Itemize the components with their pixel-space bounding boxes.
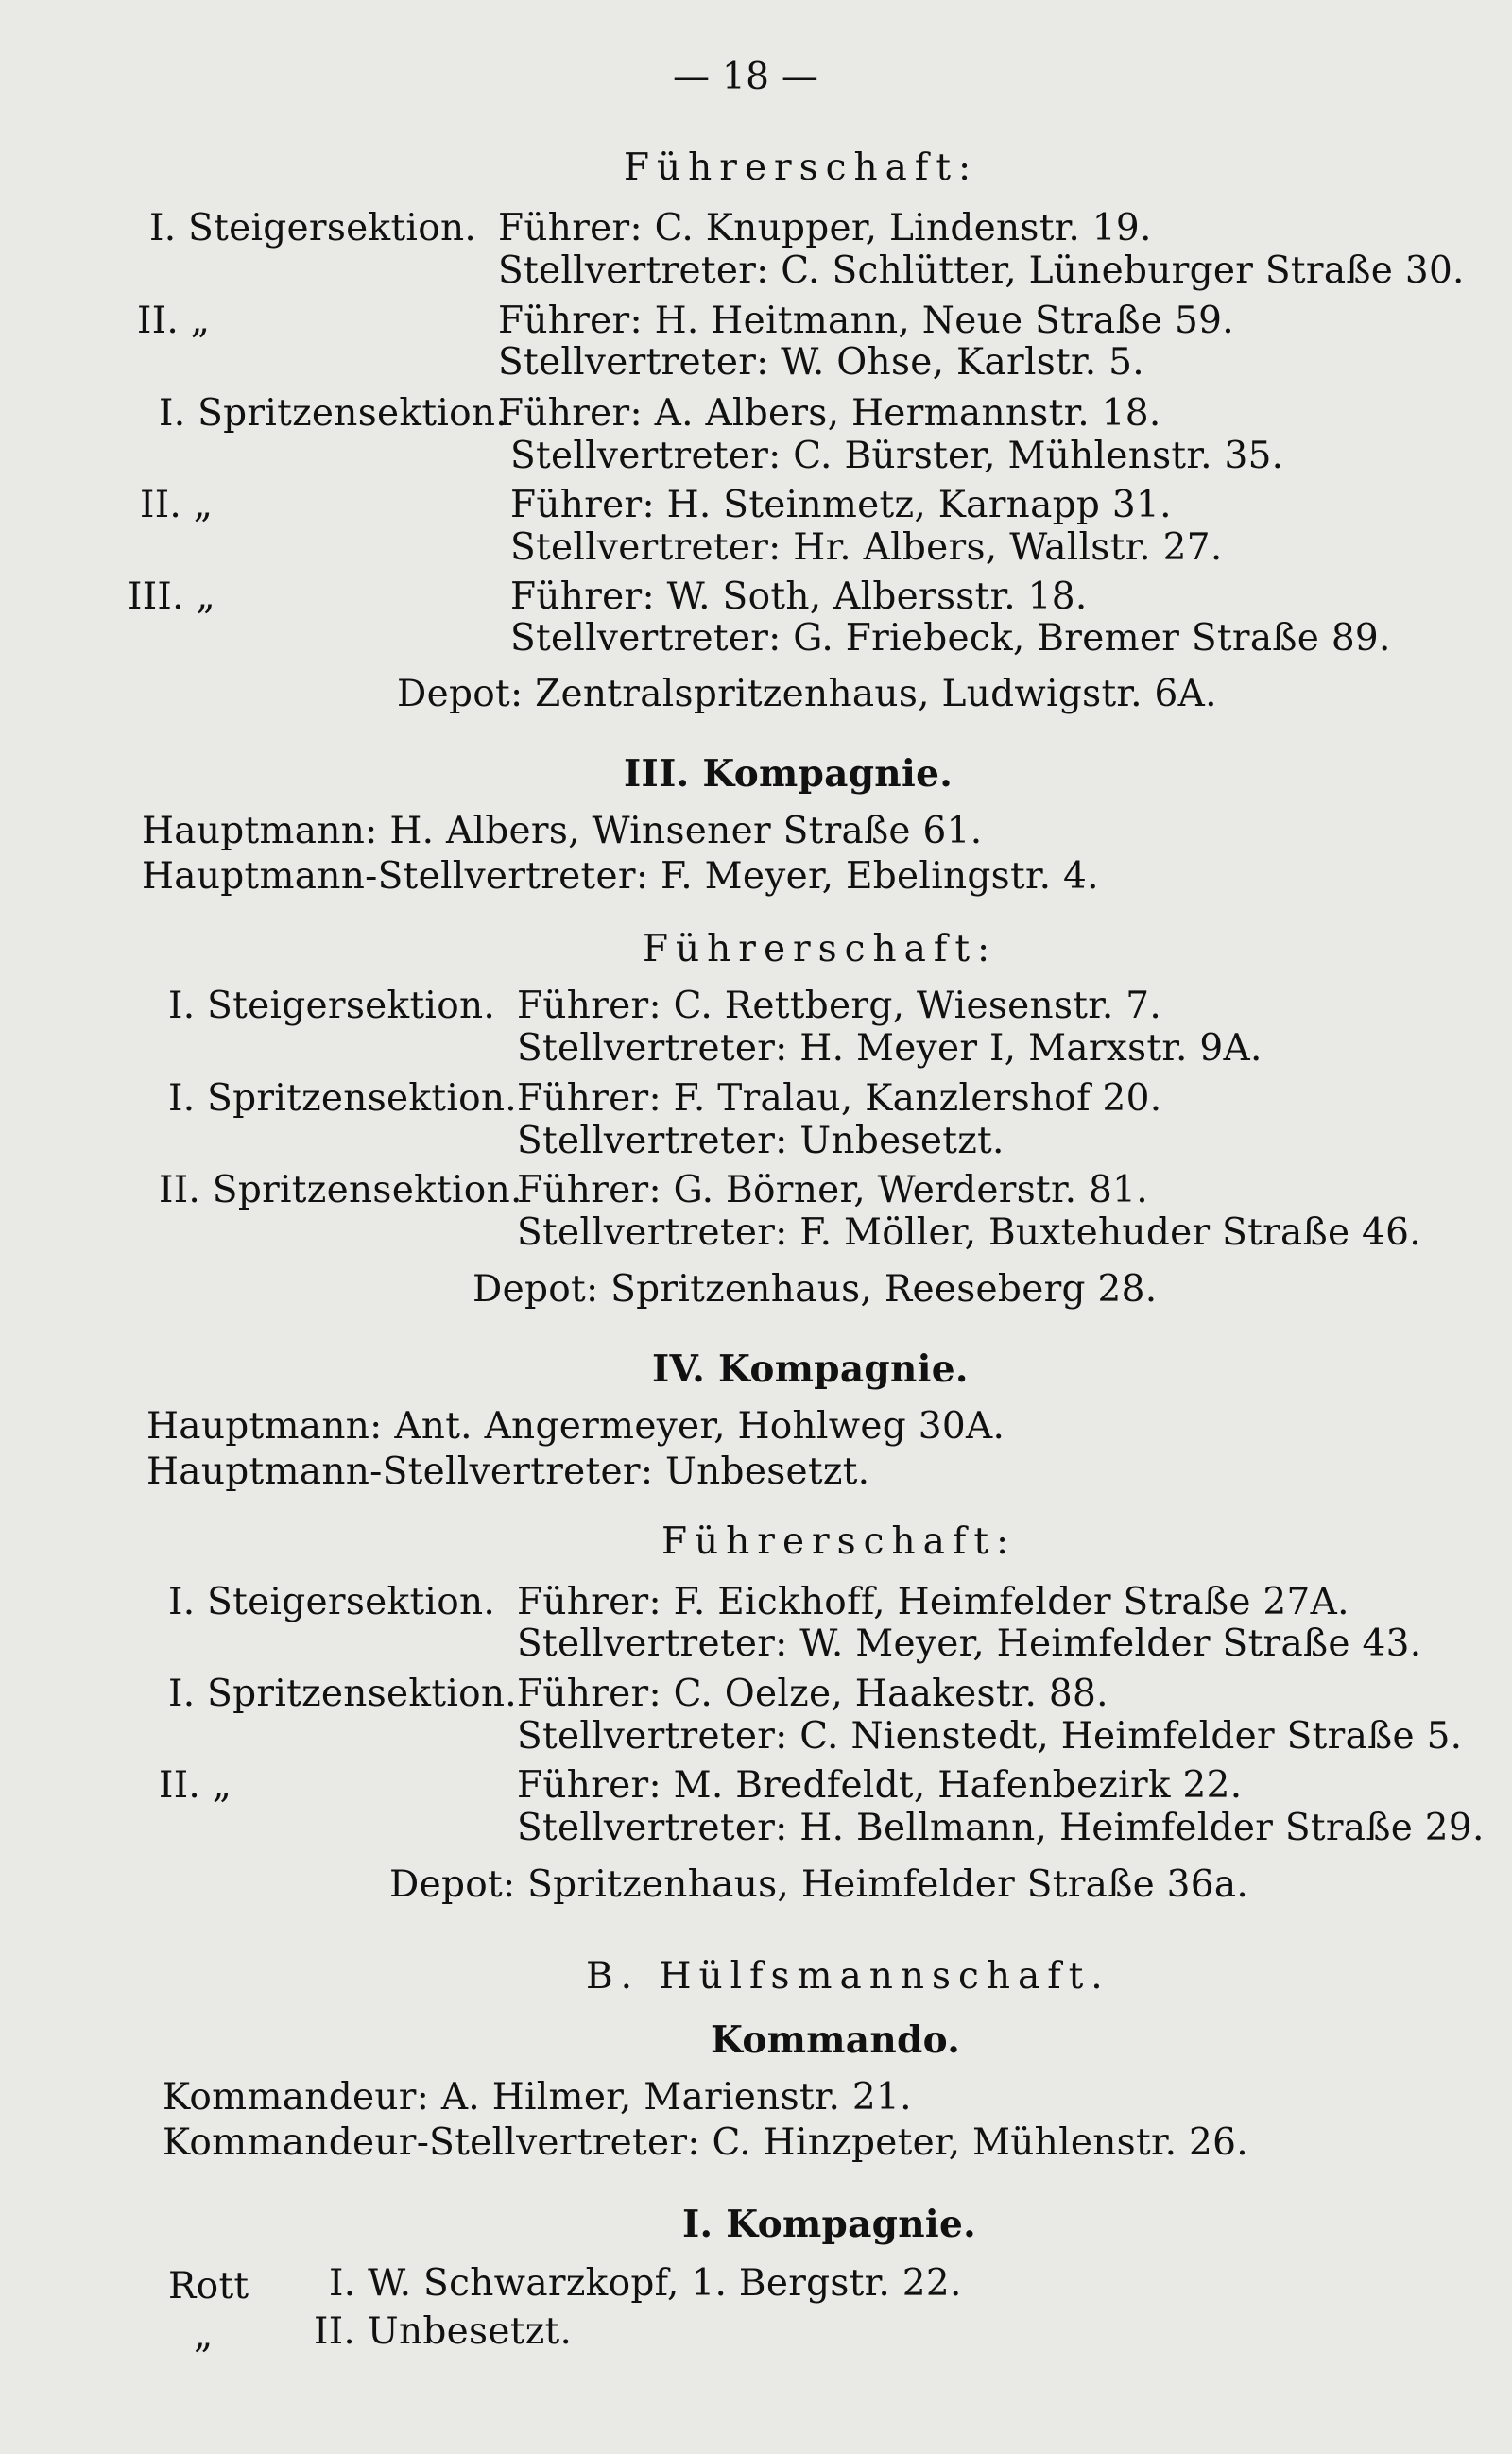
section-label: II. Spritzensektion. [159, 1169, 523, 1211]
section-label: I. Spritzensektion. [159, 392, 507, 435]
entry-line: Stellvertreter: Unbesetzt. [517, 1120, 1005, 1162]
rott-label: Rott [168, 2265, 249, 2308]
hauptmann-line: Hauptmann: H. Albers, Winsener Straße 61. [142, 810, 983, 852]
kommando-title: Kommando. [711, 2018, 961, 2062]
depot-line: Depot: Zentralspritzenhaus, Ludwigstr. 6A. [397, 673, 1217, 715]
section-label: I. Spritzensektion. [168, 1077, 517, 1120]
huelfsmannschaft-title: B. Hülfsmannschaft. [586, 1955, 1110, 1998]
entry-line: Stellvertreter: H. Bellmann, Heimfelder Straße 29. [517, 1807, 1485, 1849]
hauptmann-stellvertreter-line: Hauptmann-Stellvertreter: Unbesetzt. [146, 1450, 870, 1493]
entry-line: Stellvertreter: F. Möller, Buxtehuder Straße 46. [517, 1211, 1421, 1254]
section-heading: Führerschaft: [624, 146, 979, 189]
section-label: II. „ [140, 484, 214, 526]
entry-line: Führer: C. Oelze, Haakestr. 88. [517, 1673, 1108, 1715]
entry-line: Führer: W. Soth, Albersstr. 18. [510, 575, 1088, 618]
kommandeur-stellvertreter-line: Kommandeur-Stellvertreter: C. Hinzpeter, Mühlenstr. 26. [163, 2121, 1248, 2164]
entry-line: Stellvertreter: W. Meyer, Heimfelder Straße 43. [517, 1622, 1422, 1665]
section-label: I. Steigersektion. [168, 1581, 496, 1623]
section-label: III. „ [128, 575, 216, 618]
entry-line: Stellvertreter: Hr. Albers, Wallstr. 27. [510, 526, 1223, 569]
entry-line: Stellvertreter: C. Schlütter, Lüneburger Straße 30. [498, 249, 1465, 292]
entry-line: Stellvertreter: C. Nienstedt, Heimfelder Straße 5. [517, 1715, 1463, 1758]
entry-line: Führer: C. Knupper, Lindenstr. 19. [498, 207, 1152, 249]
hauptmann-stellvertreter-line: Hauptmann-Stellvertreter: F. Meyer, Ebelingstr. 4. [142, 855, 1099, 898]
entry-line: Stellvertreter: W. Ohse, Karlstr. 5. [498, 341, 1144, 384]
kompanie-title: IV. Kompagnie. [652, 1347, 969, 1391]
section-heading: Führerschaft: [643, 928, 998, 970]
section-label: I. Steigersektion. [149, 207, 477, 249]
rott-entry: II. Unbesetzt. [314, 2310, 573, 2353]
depot-line: Depot: Spritzenhaus, Reeseberg 28. [472, 1268, 1158, 1311]
entry-line: Führer: G. Börner, Werderstr. 81. [517, 1169, 1148, 1211]
entry-line: Führer: H. Heitmann, Neue Straße 59. [498, 300, 1234, 342]
entry-line: Stellvertreter: G. Friebeck, Bremer Straße 89. [510, 617, 1391, 660]
section-label: II. „ [159, 1764, 232, 1807]
entry-line: Führer: F. Tralau, Kanzlershof 20. [517, 1077, 1162, 1120]
entry-line: Führer: H. Steinmetz, Karnapp 31. [510, 484, 1172, 526]
rott-entry: I. W. Schwarzkopf, 1. Bergstr. 22. [329, 2262, 962, 2305]
page-number: — 18 — [673, 56, 819, 98]
kompanie-title: I. Kompagnie. [682, 2203, 976, 2246]
entry-line: Führer: C. Rettberg, Wiesenstr. 7. [517, 985, 1162, 1027]
entry-line: Führer: A. Albers, Hermannstr. 18. [498, 392, 1161, 435]
entry-line: Führer: M. Bredfeldt, Hafenbezirk 22. [517, 1764, 1243, 1807]
section-label: I. Spritzensektion. [168, 1673, 517, 1715]
hauptmann-line: Hauptmann: Ant. Angermeyer, Hohlweg 30A. [146, 1405, 1005, 1448]
entry-line: Stellvertreter: H. Meyer I, Marxstr. 9A. [517, 1027, 1263, 1070]
section-label: I. Steigersektion. [168, 985, 496, 1027]
entry-line: Führer: F. Eickhoff, Heimfelder Straße 27A. [517, 1581, 1349, 1623]
ditto-mark: „ [194, 2314, 214, 2357]
depot-line: Depot: Spritzenhaus, Heimfelder Straße 36a. [389, 1863, 1249, 1906]
section-heading: Führerschaft: [662, 1520, 1017, 1563]
kompanie-title: III. Kompagnie. [624, 752, 954, 796]
section-label: II. „ [137, 300, 211, 342]
kommandeur-line: Kommandeur: A. Hilmer, Marienstr. 21. [163, 2076, 912, 2119]
entry-line: Stellvertreter: C. Bürster, Mühlenstr. 35. [510, 435, 1284, 477]
